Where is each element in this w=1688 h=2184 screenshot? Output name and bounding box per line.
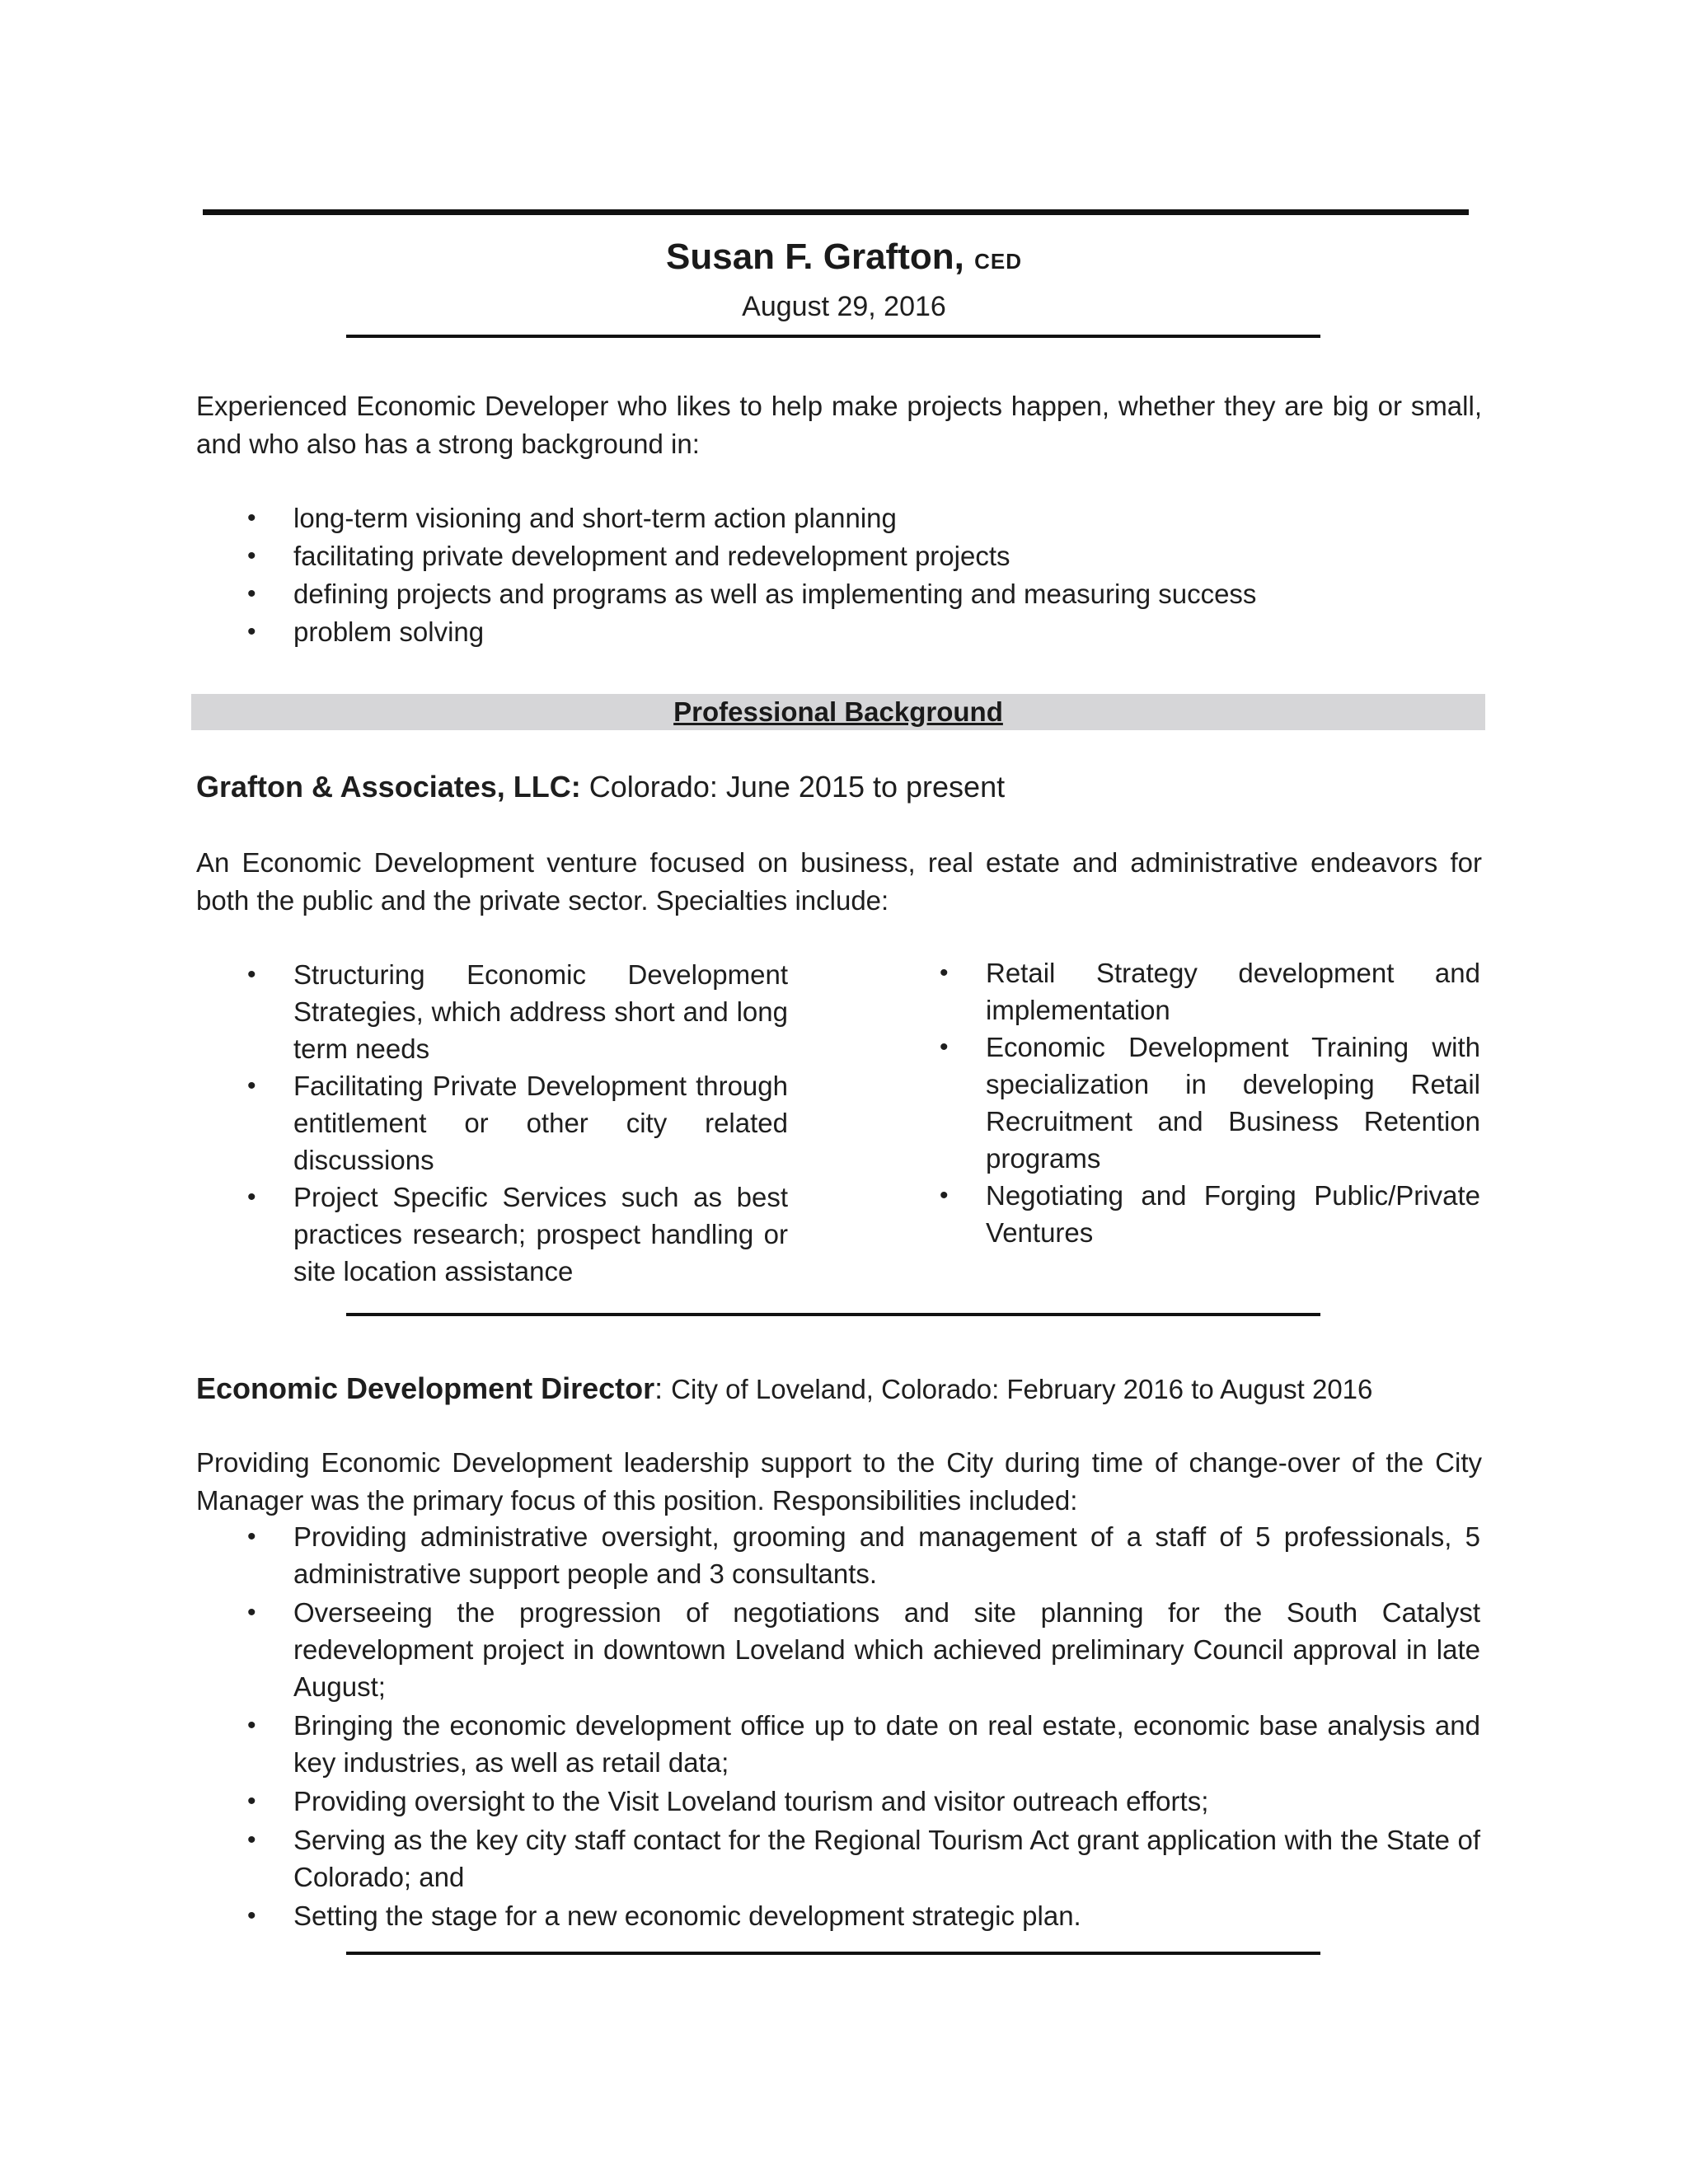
header-bottom-rule <box>346 335 1320 338</box>
list-item: • long-term visioning and short-term action planning <box>293 499 1480 537</box>
job1-specialties-left <box>247 956 788 1290</box>
bullet-icon: • <box>247 542 256 569</box>
section-band <box>191 694 1485 730</box>
summary-intro: Experienced Economic Developer who likes to help make projects happen, whether they are big or small, and who also has a strong background in: <box>196 391 1482 459</box>
list-item: • Negotiating and Forging Public/Private Ventures <box>986 1177 1480 1251</box>
bullet-icon: • <box>247 961 256 988</box>
list-item: • Providing oversight to the Visit Loveland tourism and visitor outreach efforts; <box>293 1783 1480 1820</box>
list-item: • Economic Development Training with specialization in developing Retail Recruitment and Business Retention programs <box>986 1029 1480 1177</box>
list-item: • Setting the stage for a new economic development strategic plan. <box>293 1897 1480 1934</box>
resume-date: August 29, 2016 <box>742 291 946 322</box>
bullet-icon: • <box>247 1902 256 1929</box>
bullet-icon: • <box>247 1523 256 1550</box>
list-item: • problem solving <box>293 613 1480 651</box>
bullet-icon: • <box>247 580 256 607</box>
bullet-icon: • <box>247 1788 256 1815</box>
list-item: • Project Specific Services such as best practices research; prospect handling or site location assistance <box>293 1179 788 1290</box>
job1-org: Grafton & Associates, LLC: <box>196 770 581 804</box>
list-item: • Retail Strategy development and implementation <box>986 954 1480 1029</box>
list-item: • Serving as the key city staff contact for the Regional Tourism Act grant application with the State of Colorado; and <box>293 1821 1480 1896</box>
job1-specialties-right <box>940 954 1480 1251</box>
job2-responsibilities <box>247 1518 1480 1936</box>
job2-title: Economic Development Director <box>196 1371 655 1405</box>
list-item: • Bringing the economic development office up to date on real estate, economic base analysis and key industries, as well as retail data; <box>293 1707 1480 1781</box>
bullet-icon: • <box>247 1712 256 1739</box>
strengths-list <box>247 499 1480 651</box>
bullet-icon: • <box>247 1183 256 1211</box>
bullet-icon: • <box>940 959 949 987</box>
bullet-icon: • <box>247 618 256 645</box>
bullet-icon: • <box>247 504 256 532</box>
job2-colon: : <box>654 1371 663 1405</box>
list-item: • facilitating private development and redevelopment projects <box>293 537 1480 575</box>
list-item: • Facilitating Private Development through entitlement or other city related discussions <box>293 1067 788 1179</box>
list-item: • Overseeing the progression of negotiations and site planning for the South Catalyst redevelopment project in downtown Loveland which achieved preliminary Council approval in late August; <box>293 1594 1480 1705</box>
bullet-icon: • <box>247 1599 256 1626</box>
resume-header <box>0 232 1688 326</box>
bullet-icon: • <box>247 1072 256 1099</box>
job2-description: Providing Economic Development leadership support to the City during time of change-over of the City Manager was the primary focus of this position. Responsibilities included: <box>196 1447 1482 1516</box>
job1-bottom-rule <box>346 1313 1320 1316</box>
job1-heading <box>196 766 1005 808</box>
bullet-icon: • <box>940 1033 949 1061</box>
bullet-icon: • <box>940 1182 949 1209</box>
header-top-rule <box>203 209 1469 215</box>
job1-description: An Economic Development venture focused on business, real estate and administrative endeavors for both the public and the private sector. Specialties include: <box>196 847 1482 916</box>
job1-detail: Colorado: June 2015 to present <box>588 770 1006 804</box>
job2-bottom-rule <box>346 1952 1320 1955</box>
list-item: • Structuring Economic Development Strategies, which address short and long term needs <box>293 956 788 1067</box>
person-name-line <box>0 232 1688 286</box>
list-item: • defining projects and programs as well as implementing and measuring success <box>293 575 1480 613</box>
bullet-icon: • <box>247 1826 256 1854</box>
person-credential: CED <box>974 249 1022 274</box>
job2-detail: City of Loveland, Colorado: February 2016 to August 2016 <box>671 1374 1373 1404</box>
list-item: • Providing administrative oversight, grooming and management of a staff of 5 professionals, 5 administrative support people and 3 consultants. <box>293 1518 1480 1592</box>
person-name: Susan F. Grafton, <box>666 237 964 277</box>
section-title: Professional Background <box>673 696 1003 727</box>
job2-heading <box>196 1368 1372 1410</box>
